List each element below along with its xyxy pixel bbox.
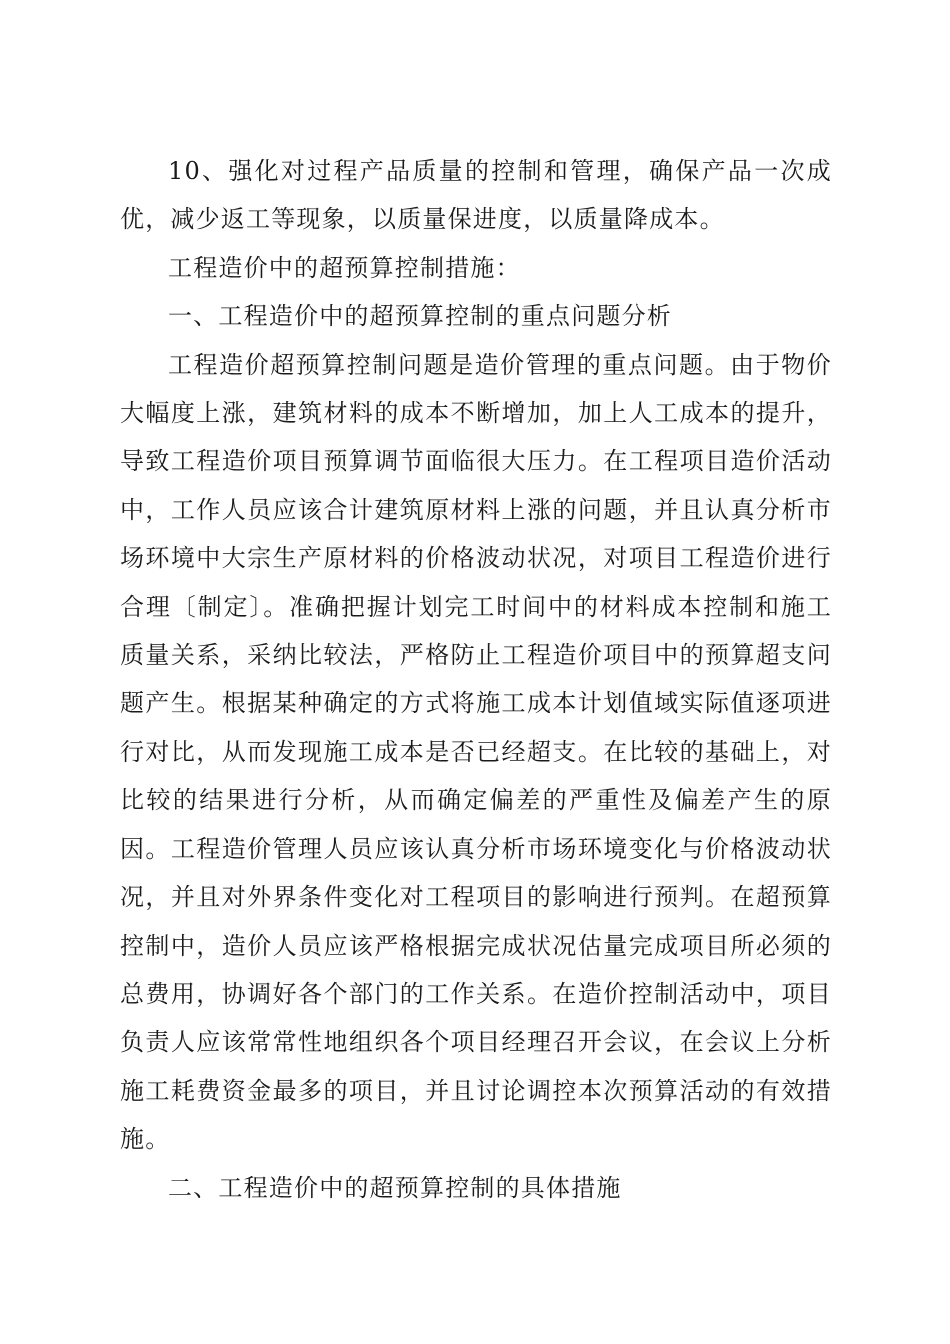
heading-key-issues: 一、工程造价中的超预算控制的重点问题分析 [168, 302, 672, 331]
paragraph-section-intro: 工程造价中的超预算控制措施： [168, 253, 521, 282]
paragraph-key-issues-body: 工程造价超预算控制问题是造价管理的重点问题。由于物价大幅度上涨，建筑材料的成本不断增加，加上人工成本的提升，导致工程造价项目预算调节面临很大压力。在工程项目造价活动中，工作人员应该合计建筑原材料上涨的问题，并且认真分析市场环境中大宗生产原材料的价格波动状况，对项目工程造价进行合理〔制定〕。准确把握计划完工时间中的材料成本控制和施工质量关系，采纳比较法，严格防止工程造价项目中的预算超支问题产生。根据某种确定的方式将施工成本计划值域实际值逐项进行对比，从而发现施工成本是否已经超支。在比较的基础上，对比较的结果进行分析，从而确定偏差的严重性及偏差产生的原因。工程造价管理人员应该认真分析市场环境变化与价格波动状况，并且对外界条件变化对工程项目的影响进行预判。在超预算控制中，造价人员应该严格根据完成状况估量完成项目所必须的总费用，协调好各个部门的工作关系。在造价控制活动中，项目负责人应该常常性地组织各个项目经理召开会议，在会议上分析施工耗费资金最多的项目，并且讨论调控本次预算活动的有效措施。 [120, 350, 832, 1154]
heading-specific-measures: 二、工程造价中的超预算控制的具体措施 [168, 1173, 622, 1202]
paragraph-quality-control: 10、强化对过程产品质量的控制和管理，确保产品一次成优，减少返工等现象，以质量保进度，以质量降成本。 [120, 157, 832, 234]
document-body [120, 147, 832, 1212]
